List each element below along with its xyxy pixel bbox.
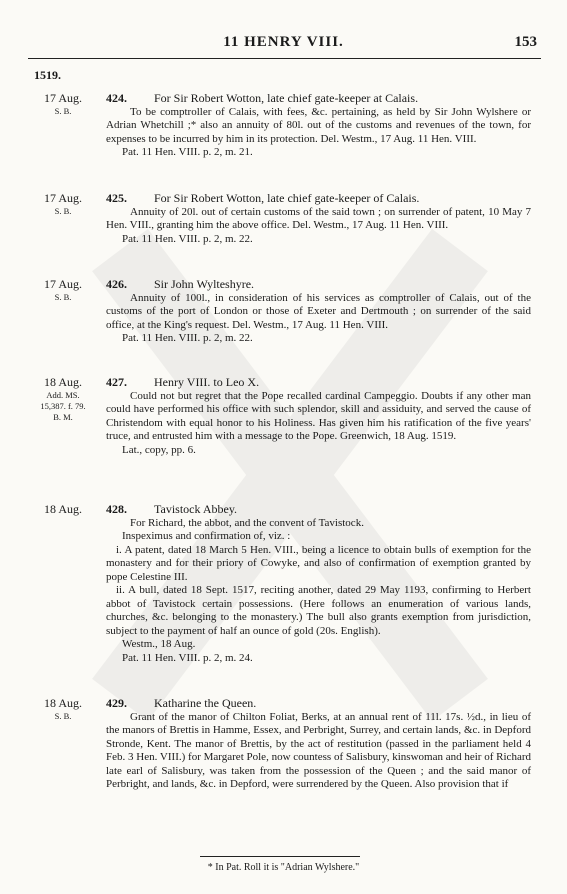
entry-margin (30, 278, 96, 303)
entry-margin (30, 92, 96, 117)
entry-reference: Lat., copy, pp. 6. (122, 443, 196, 456)
entry-source: S. B. (54, 710, 72, 721)
entry-number: 425. (106, 191, 127, 205)
entry-heading: For Sir Robert Wotton, late chief gate-keeper at Calais. (154, 91, 419, 105)
entry-source: 15,387. f. 79. (40, 400, 86, 411)
entry-date: 17 Aug. (43, 191, 82, 205)
entry-heading: For Sir Robert Wotton, late chief gate-keeper of Calais. (154, 191, 420, 205)
entry-heading: Katharine the Queen. (154, 696, 257, 710)
entry-body (106, 376, 531, 457)
entry-margin (30, 503, 96, 517)
entry-heading-line (106, 376, 531, 390)
entry-body (106, 192, 531, 246)
entry-paragraph: To be comptroller of Calais, with fees, &c. pertaining, as held by Sir John Wylshere or Adrian Whetchill ;* also an annuity of 80l. out of the customs and revenues of the town, for expenses to be incurred by him in its protection. Del. Westm., 17 Aug. 11 Hen. VIII. (106, 105, 531, 145)
entry-heading: Henry VIII. to Leo X. (154, 375, 260, 389)
entry-paragraph: Could not but regret that the Pope recalled cardinal Campeggio. Doubts if any other man could have performed his office with such splendor, skill and assiduity, and served the cause of Christendom with equal honor to his Holiness. Has given him his ratification of the five years' truce, and entrusted him with a message to the Pope. Greenwich, 18 Aug. 1519. (106, 389, 531, 442)
entry-paragraph: Grant of the manor of Chilton Foliat, Berks, at an annual rent of 11l. 17s. ½d., in lieu of the manors of Brettis in Hamme, Essex, and Perbright, Surrey, and certain lands, &c. in Depford Stronde, Kent. The manor of Brettis, by the act of restitution (passed in the parliament held 4 Feb. 3 Hen. VIII.) for Margaret Pole, now countess of Salisbury, kinswoman and heir of Richard late earl of Salisbury, was taken from the possession of the Queen ; and the said manor of Perbright, and lands, &c. in Depford, were surrendered by the Queen. Also provision that if (106, 710, 531, 790)
header-rule (28, 58, 541, 59)
entry-date: 17 Aug. (43, 91, 82, 105)
entry-source: S. B. (54, 205, 72, 216)
entry-number: 424. (106, 91, 127, 105)
footnote: * In Pat. Roll it is "Adrian Wylshere." (207, 862, 360, 873)
entry-source: B. M. (53, 411, 73, 422)
entry-reference: Pat. 11 Hen. VIII. p. 2, m. 24. (122, 651, 253, 664)
page-number: 153 (514, 34, 537, 50)
entry-source: Add. MS. (46, 389, 80, 400)
entry-heading: Tavistock Abbey. (154, 502, 238, 516)
entry-paragraph: Annuity of 20l. out of certain customs of the said town ; on surrender of patent, 10 May 7 Hen. VIII., granting him the above office. Del. Westm., 17 Aug. 11 Hen. VIII. (106, 205, 531, 231)
entry-reference: Pat. 11 Hen. VIII. p. 2, m. 21. (122, 146, 253, 158)
entry-date: 18 Aug. (43, 375, 82, 389)
running-title: 11 HENRY VIII. (223, 34, 344, 50)
entry-heading: Sir John Wylteshyre. (154, 277, 255, 291)
entry-reference: Pat. 11 Hen. VIII. p. 2, m. 22. (122, 332, 253, 344)
entry-body (106, 503, 531, 665)
footnote-rule (200, 856, 360, 857)
entry-margin (30, 192, 96, 217)
entry-subheading: Inspeximus and confirmation of, viz. : (122, 530, 291, 542)
entry-source: S. B. (54, 291, 72, 302)
entry-heading-line (106, 192, 531, 206)
entry-date: 18 Aug. (43, 696, 82, 710)
entry-body (106, 278, 531, 346)
entry-body (106, 92, 531, 160)
entry-source: S. B. (54, 105, 72, 116)
entry-number: 428. (106, 502, 127, 516)
entry-date: 17 Aug. (43, 277, 82, 291)
entry-heading-line (106, 278, 531, 292)
entry-paragraph: Annuity of 100l., in consideration of his services as comptroller of Calais, out of the customs of the port of London or those of Exeter and Dertmouth ; on surrender of the said office, at the King's request. Del. Westm., 17 Aug. 11 Hen. VIII. (106, 291, 531, 331)
entry-date: 18 Aug. (43, 502, 82, 516)
entry-heading-line (106, 697, 531, 711)
entry-number: 427. (106, 375, 127, 389)
entry-heading-line (106, 92, 531, 106)
year-label: 1519. (34, 68, 61, 82)
entry-reference: Pat. 11 Hen. VIII. p. 2, m. 22. (122, 232, 253, 245)
entry-closing: Westm., 18 Aug. (122, 638, 196, 650)
entry-item: ii. A bull, dated 18 Sept. 1517, reciting another, dated 29 May 1193, confirming to Herbert abbot of Tavistock certain possessions. (Here follows an enumeration of various lands, churches, &c. belonging to the monastery.) The bull also grants exemption from jurisdiction, subject to the payment of half an ounce of gold (20s. English). (106, 584, 531, 637)
entry-intro: For Richard, the abbot, and the convent of Tavistock. (130, 516, 364, 529)
entry-body (106, 697, 531, 792)
entry-margin (30, 376, 96, 423)
entry-item: i. A patent, dated 18 March 5 Hen. VIII., being a licence to obtain bulls of exemption for the monastery and for their priory of Cowyke, and also of confirmation of exemption granted by pope Celestine III. (106, 543, 531, 583)
entry-heading-line (106, 503, 531, 517)
entry-margin (30, 697, 96, 722)
entry-number: 429. (106, 696, 127, 710)
entry-number: 426. (106, 277, 127, 291)
